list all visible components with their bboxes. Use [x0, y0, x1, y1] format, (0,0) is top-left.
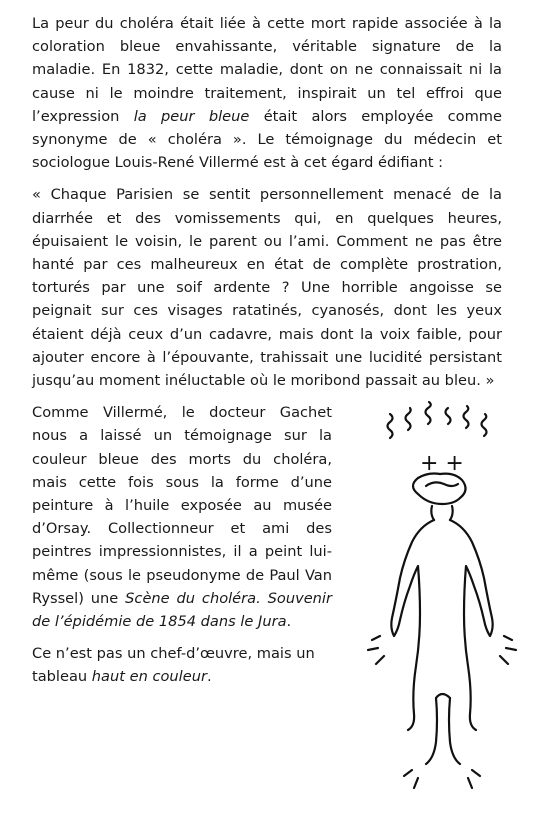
- paragraph-intro: [32, 12, 502, 174]
- villerme-quote-text: « Chaque Parisien se sentit personnellement menacé de la diarrhée et des vomissements qui, en quelques heures, épuisaient le voisin, le parent ou l’ami. Comment ne pas être hanté par ces malheureux en état de complète prostration, torturés par une soif ardente ? Une horrible angoisse se peignait sur ces visages ratatinés, cyanosés, dont les yeux étaient déjà ceux d’un cadavre, mais dont la voix faible, pour ajouter encore à l’épouvante, trahissait une lucidité persistant jusqu’au moment inéluctable où le moribond passait au bleu. »: [32, 186, 502, 390]
- villerme-quote: [32, 183, 502, 392]
- painting-title: Scène du choléra. Souvenir de l’épidémie de 1854 dans le Jura: [32, 589, 332, 631]
- paragraph-gachet: [32, 401, 332, 633]
- paragraph-conclusion: [32, 642, 332, 688]
- paragraph-conclusion-text-end: .: [206, 668, 212, 686]
- emphasis-peur-bleue: la peur bleue: [133, 107, 250, 125]
- paragraph-conclusion-text: Ce n’est pas un chef-d’œuvre, mais un tableau: [32, 645, 315, 686]
- paragraph-intro-text-end: était alors employée comme synonyme de « choléra ». Le témoignage du médecin et sociologue Louis-René Villermé est à cet égard édifiant :: [32, 107, 502, 172]
- paragraph-gachet-text: Comme Villermé, le docteur Gachet nous a laissé un témoignage sur la couleur bleue des morts du choléra, mais cette fois sous la forme d’une peinture à l’huile exposée au musée d’Orsay. Collectionneur et ami des peintres impressionnistes, il a peint lui-même (sous le pseudonyme de Paul Van Ryssel) une: [32, 404, 332, 607]
- head-plus-marks: + +: [420, 451, 464, 476]
- paragraph-intro-text: La peur du choléra était liée à cette mort rapide associée à la coloration bleue envahissante, véritable signature de la maladie. En 1832, cette maladie, dont on ne connaissait ni la cause ni le moindre traitement, inspirait un tel effroi que l’expression: [32, 15, 502, 125]
- paragraph-gachet-text-end: .: [286, 613, 292, 631]
- trembling-sick-figure-icon: [360, 398, 525, 798]
- emphasis-haut-en-couleur: haut en couleur: [91, 668, 207, 686]
